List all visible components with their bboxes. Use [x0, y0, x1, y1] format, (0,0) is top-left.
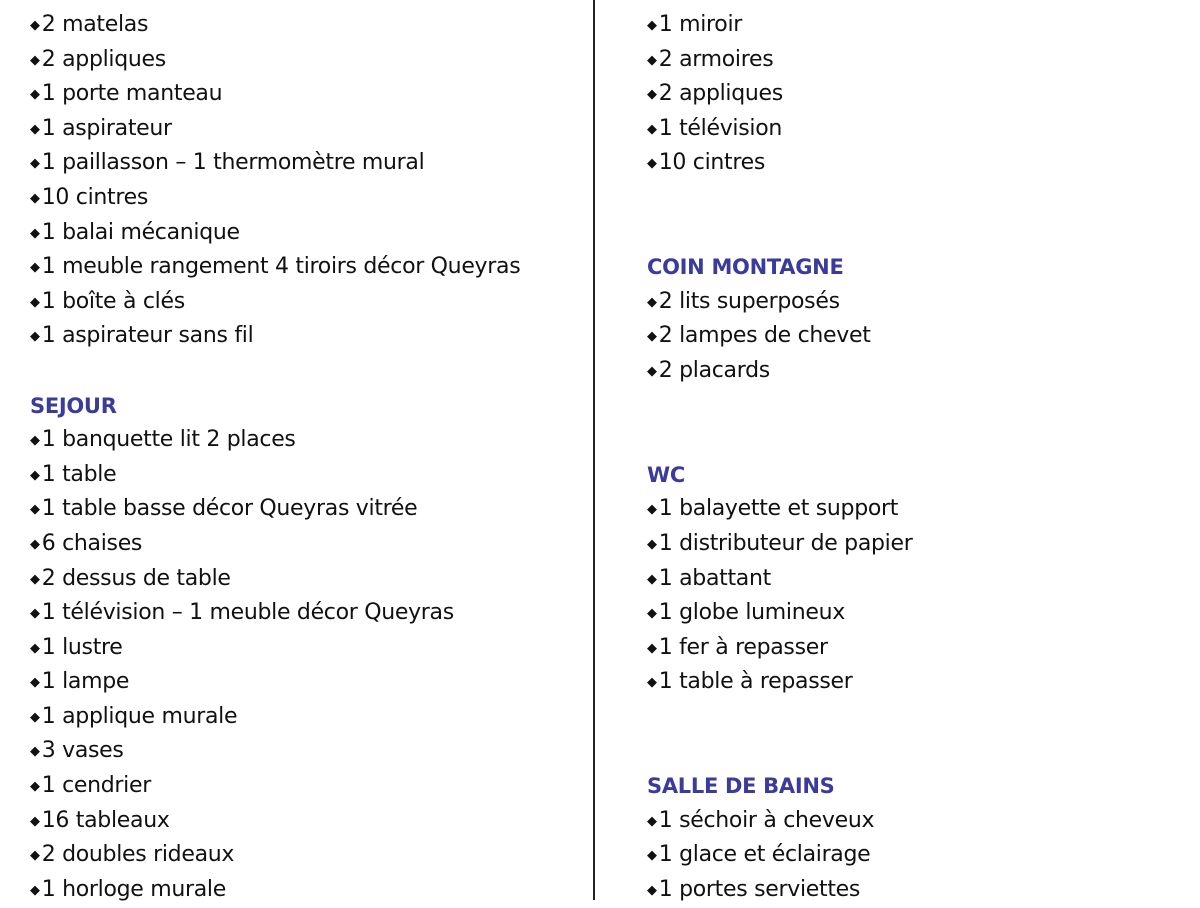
bullet-diamond-icon: ◆ — [647, 52, 657, 68]
bullet-diamond-icon: ◆ — [30, 87, 40, 103]
bullet-diamond-icon: ◆ — [30, 190, 40, 206]
section-heading: WC — [647, 462, 685, 487]
inventory-item — [30, 596, 520, 631]
inventory-item — [30, 250, 520, 285]
item-text: 1 cendrier — [41, 773, 151, 799]
item-text: 2 dessus de table — [41, 565, 231, 591]
inventory-item — [30, 562, 520, 597]
bullet-diamond-icon: ◆ — [30, 640, 40, 656]
bullet-diamond-icon: ◆ — [647, 121, 657, 137]
inventory-item — [647, 354, 912, 389]
inventory-item — [30, 77, 520, 112]
bullet-diamond-icon: ◆ — [30, 294, 40, 310]
bullet-diamond-icon: ◆ — [647, 882, 657, 898]
bullet-diamond-icon: ◆ — [30, 225, 40, 241]
bullet-diamond-icon: ◆ — [30, 329, 40, 345]
inventory-item — [30, 181, 520, 216]
item-text: 1 porte manteau — [41, 81, 223, 107]
inventory-item — [30, 458, 520, 493]
bullet-diamond-icon: ◆ — [647, 813, 657, 829]
inventory-item — [647, 838, 912, 873]
bullet-diamond-icon: ◆ — [647, 640, 657, 656]
left-column-inventory — [30, 8, 520, 907]
item-text: 2 lampes de chevet — [658, 323, 871, 349]
bullet-diamond-icon: ◆ — [30, 52, 40, 68]
item-text: 2 appliques — [658, 81, 783, 107]
bullet-diamond-icon: ◆ — [30, 779, 40, 795]
bullet-diamond-icon: ◆ — [30, 675, 40, 691]
item-text: 1 portes serviettes — [658, 876, 861, 902]
inventory-item — [30, 838, 520, 873]
inventory-item — [647, 596, 912, 631]
inventory-item — [647, 562, 912, 597]
item-text: 1 balai mécanique — [41, 219, 240, 245]
inventory-item — [647, 8, 912, 43]
inventory-item — [30, 319, 520, 354]
item-text: 3 vases — [41, 738, 124, 764]
bullet-diamond-icon: ◆ — [30, 467, 40, 483]
inventory-item — [647, 146, 912, 181]
bullet-diamond-icon: ◆ — [647, 502, 657, 518]
column-divider — [593, 0, 595, 900]
inventory-item — [647, 631, 912, 666]
inventory-item — [30, 285, 520, 320]
bullet-diamond-icon: ◆ — [647, 536, 657, 552]
item-text: 1 télévision — [658, 115, 783, 141]
blank-line — [647, 181, 912, 216]
section-heading: SALLE DE BAINS — [647, 774, 835, 799]
bullet-diamond-icon: ◆ — [647, 156, 657, 172]
bullet-diamond-icon: ◆ — [647, 675, 657, 691]
blank-line — [647, 423, 912, 458]
item-text: 1 applique murale — [41, 703, 238, 729]
item-text: 10 cintres — [41, 184, 149, 210]
inventory-item — [647, 285, 912, 320]
item-text: 6 chaises — [41, 530, 143, 556]
item-text: 1 aspirateur sans fil — [41, 323, 254, 349]
item-text: 1 table à repasser — [658, 669, 853, 695]
inventory-item — [647, 319, 912, 354]
item-text: 16 tableaux — [41, 807, 170, 833]
bullet-diamond-icon: ◆ — [30, 744, 40, 760]
blank-line — [647, 734, 912, 769]
item-text: 2 placards — [658, 357, 770, 383]
item-text: 1 boîte à clés — [41, 288, 185, 314]
inventory-item — [647, 527, 912, 562]
blank-line — [647, 700, 912, 735]
item-text: 1 distributeur de papier — [658, 530, 913, 556]
bullet-diamond-icon: ◆ — [30, 813, 40, 829]
right-column-inventory — [647, 8, 912, 907]
item-text: 1 table — [41, 461, 117, 487]
inventory-item — [30, 700, 520, 735]
item-text: 1 télévision – 1 meuble décor Queyras — [41, 600, 454, 626]
inventory-item — [30, 43, 520, 78]
bullet-diamond-icon: ◆ — [30, 709, 40, 725]
item-text: 1 lampe — [41, 669, 130, 695]
inventory-item — [30, 423, 520, 458]
bullet-diamond-icon: ◆ — [30, 502, 40, 518]
inventory-item — [30, 112, 520, 147]
bullet-diamond-icon: ◆ — [647, 18, 657, 33]
bullet-diamond-icon: ◆ — [647, 294, 657, 310]
bullet-diamond-icon: ◆ — [30, 156, 40, 172]
inventory-item — [30, 8, 520, 43]
bullet-diamond-icon: ◆ — [30, 536, 40, 552]
bullet-diamond-icon: ◆ — [647, 87, 657, 103]
item-text: 1 meuble rangement 4 tiroirs décor Queyras — [41, 254, 521, 280]
bullet-diamond-icon: ◆ — [647, 848, 657, 864]
blank-line — [30, 354, 520, 389]
item-text: 1 table basse décor Queyras vitrée — [41, 496, 418, 522]
bullet-diamond-icon: ◆ — [30, 882, 40, 898]
item-text: 1 abattant — [658, 565, 771, 591]
inventory-item — [647, 804, 912, 839]
item-text: 1 paillasson – 1 thermomètre mural — [41, 150, 425, 176]
item-text: 1 horloge murale — [41, 876, 226, 902]
item-text: 1 aspirateur — [41, 115, 172, 141]
bullet-diamond-icon: ◆ — [30, 18, 40, 33]
item-text: 1 glace et éclairage — [658, 842, 871, 868]
item-text: 2 lits superposés — [658, 288, 840, 314]
bullet-diamond-icon: ◆ — [30, 571, 40, 587]
item-text: 2 matelas — [41, 12, 149, 37]
item-text: 1 banquette lit 2 places — [41, 427, 296, 453]
blank-line — [647, 389, 912, 424]
inventory-item — [30, 527, 520, 562]
inventory-item — [647, 112, 912, 147]
inventory-item — [30, 665, 520, 700]
inventory-item — [647, 77, 912, 112]
inventory-item — [647, 665, 912, 700]
inventory-item — [30, 492, 520, 527]
bullet-diamond-icon: ◆ — [30, 848, 40, 864]
bullet-diamond-icon: ◆ — [30, 260, 40, 276]
inventory-item — [647, 43, 912, 78]
bullet-diamond-icon: ◆ — [647, 571, 657, 587]
item-text: 2 appliques — [41, 46, 166, 72]
inventory-item — [30, 873, 520, 908]
inventory-item — [30, 146, 520, 181]
item-text: 1 globe lumineux — [658, 600, 845, 626]
inventory-item — [647, 873, 912, 908]
item-text: 2 armoires — [658, 46, 774, 72]
item-text: 1 balayette et support — [658, 496, 899, 522]
item-text: 1 miroir — [658, 12, 743, 37]
bullet-diamond-icon: ◆ — [647, 606, 657, 622]
item-text: 10 cintres — [658, 150, 766, 176]
item-text: 1 séchoir à cheveux — [658, 807, 875, 833]
blank-line — [647, 216, 912, 251]
item-text: 1 fer à repasser — [658, 634, 828, 660]
inventory-item — [30, 804, 520, 839]
inventory-item — [30, 216, 520, 251]
inventory-item — [647, 492, 912, 527]
bullet-diamond-icon: ◆ — [30, 606, 40, 622]
item-text: 1 lustre — [41, 634, 123, 660]
bullet-diamond-icon: ◆ — [647, 363, 657, 379]
inventory-item — [30, 631, 520, 666]
bullet-diamond-icon: ◆ — [30, 121, 40, 137]
inventory-item — [30, 734, 520, 769]
section-heading: SEJOUR — [30, 393, 117, 418]
item-text: 2 doubles rideaux — [41, 842, 235, 868]
section-heading: COIN MONTAGNE — [647, 255, 844, 280]
bullet-diamond-icon: ◆ — [647, 329, 657, 345]
inventory-item — [30, 769, 520, 804]
bullet-diamond-icon: ◆ — [30, 433, 40, 449]
